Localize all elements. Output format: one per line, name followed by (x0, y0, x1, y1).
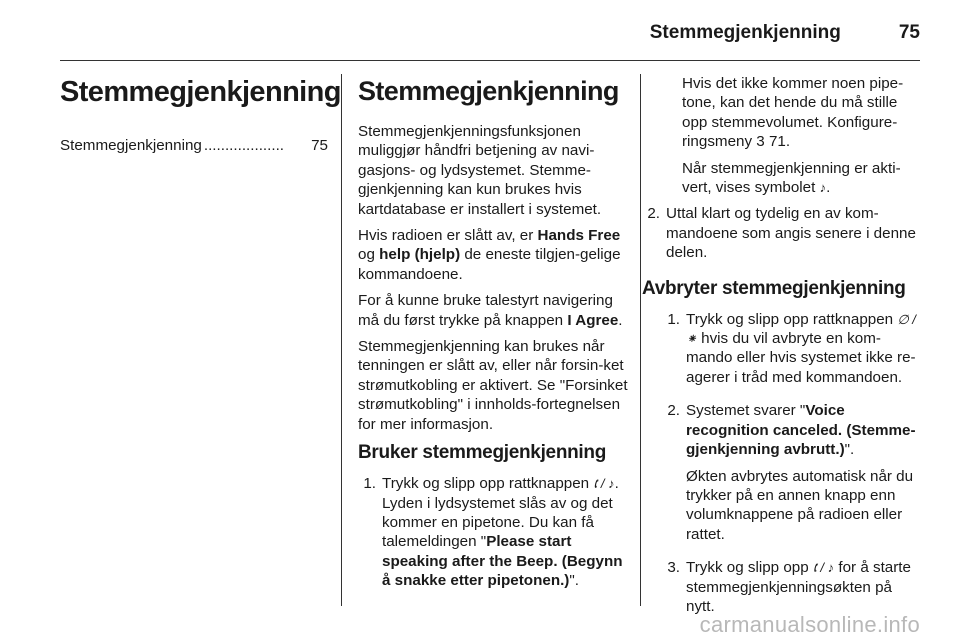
header-title: Stemmegjenkjenning (649, 22, 841, 43)
toc-entry[interactable] (60, 136, 328, 155)
ignition-paragraph: Stemmegjenkjenning kan brukes når tenningen er slått av, eller når forsin-ket strømutkobling er aktivert. Se "Forsinket strømutkobling" i innholds-fortegnelsen for mer informasjon. (358, 338, 628, 433)
column-divider-right (640, 74, 641, 606)
column-divider-left (341, 74, 342, 606)
talk-button-icon: 🕻 / ♪ (812, 560, 835, 576)
page-header (60, 18, 920, 48)
list-item: 2. Uttal klart og tydelig en av kom-mandoene som angis senere i denne delen. (647, 205, 916, 262)
radio-off-paragraph: Hvis radioen er slått av, er Hands Free og help (hjelp) de eneste tilgjen-gelige kommandoene. (358, 227, 621, 283)
subheading-using: Bruker stemmegjenkjenning (358, 442, 607, 464)
voice-symbol-icon: ♪ (819, 180, 827, 196)
list-item: 1. Trykk og slipp opp rattknappen ∅ / ⁕ hvis du vil avbryte en kom-mando eller hvis systemet ikke re-agerer i tråd med kommandoen. (667, 310, 916, 386)
toc-entry-leader: ................... (203, 137, 285, 154)
section-title: Stemmegjenkjenning (358, 76, 619, 106)
main-column (358, 74, 630, 605)
toc-entry-label[interactable]: Stemmegjenkjenning (60, 137, 202, 154)
list-item: 3. Trykk og slipp opp 🕻 / ♪ for å starte stemmegjenkjenningsøkten på nytt. (667, 559, 911, 615)
page-reference-icon: 3 (756, 133, 765, 151)
page-number: 75 (898, 22, 920, 43)
intro-paragraph: Stemmegjenkjenningsfunksjonen muliggjør håndfri betjening av navi-gasjons- og lydsystemet. Stemme-gjenkjenning kan kun brukes hvis kartdatabase er installert i systemet. (358, 123, 602, 218)
no-beep-paragraph: Hvis det ikke kommer noen pipe-tone, kan det hende du må stille opp stemmevolumet. Konfigure-ringsmeny 3 71. (682, 75, 904, 151)
chapter-title: Stemmegjenkjenning (60, 76, 341, 108)
continuation-column (642, 74, 924, 630)
cancel-button-icon: ∅ / ⁕ (686, 311, 916, 347)
toc-entry-page[interactable]: 75 (311, 137, 328, 154)
list-item: 2. Systemet svarer "Voice recognition canceled. (Stemme-gjenkjenning avbrutt.)". Økten avbrytes automatisk når du trykker på en annen knapp enn volumknappene på radioen eller rattet. (667, 402, 916, 543)
subheading-cancel: Avbryter stemmegjenkjenning (642, 277, 906, 299)
watermark: carmanualsonline.info (699, 612, 920, 637)
header-rule (60, 60, 920, 61)
symbol-paragraph: Når stemmegjenkjenning er akti-vert, vises symbolet ♪. (682, 159, 901, 197)
chapter-column (60, 74, 341, 155)
talk-button-icon: 🕻 / ♪ (593, 476, 615, 492)
i-agree-paragraph: For å kunne bruke talestyrt navigering må du først trykke på knappen I Agree. (358, 292, 623, 329)
list-item: 1. Trykk og slipp opp rattknappen 🕻 / ♪. Lyden i lydsystemet slås av og det kommer en pipetone. Du kan få talemeldingen "Please start speaking after the Beep. (Begynn å snakke etter pipetonen.)". (363, 475, 623, 590)
